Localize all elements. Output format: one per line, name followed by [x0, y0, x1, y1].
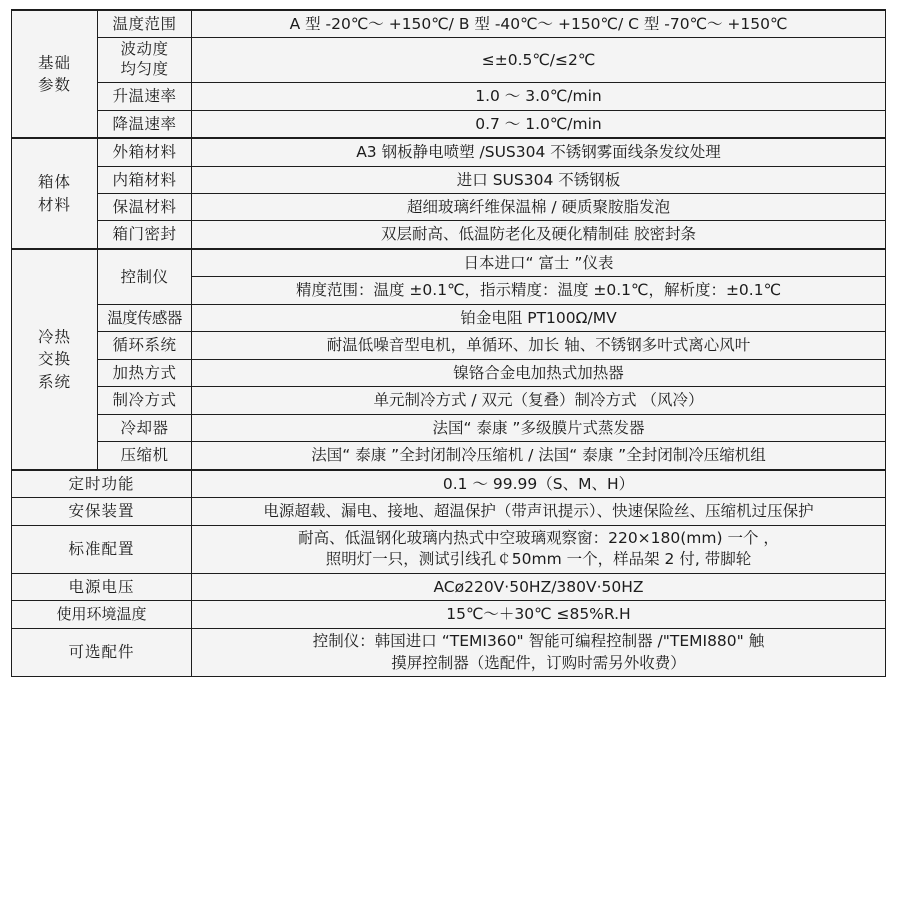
row-value: 0.1 ～ 99.99（S、M、H）: [192, 470, 886, 498]
row-value: 双层耐高、低温防老化及硬化精制硅 胶密封条: [192, 221, 886, 249]
group-label-line: 冷热: [37, 327, 71, 346]
table-row: [12, 525, 886, 573]
row-label-power-supply-voltage: 电源电压: [12, 574, 192, 601]
row-label-standard-configuration: 标准配置: [12, 525, 192, 573]
table-row: [12, 304, 886, 331]
group-label-line: 基础: [37, 53, 71, 72]
row-item-label: 内箱材料: [98, 166, 192, 193]
row-label-optional-accessories: 可选配件: [12, 628, 192, 676]
table-row: [12, 249, 886, 277]
row-item-label: 制冷方式: [98, 387, 192, 414]
row-label-timer-function: 定时功能: [12, 470, 192, 498]
group-label-line: 交换: [37, 350, 71, 369]
row-value: 法国“ 泰康 ”多级膜片式蒸发器: [192, 414, 886, 441]
row-value: ≤±0.5℃/≤2℃: [192, 38, 886, 83]
row-value: A 型 -20℃～ +150℃/ B 型 -40℃～ +150℃/ C 型 -70℃～ +150℃: [192, 10, 886, 38]
row-value: 进口 SUS304 不锈钢板: [192, 166, 886, 193]
row-item-label: 升温速率: [98, 83, 192, 110]
group-label-line: 参数: [37, 76, 71, 95]
table-row: [12, 359, 886, 386]
table-row: [12, 38, 886, 83]
row-item-label: 温度传感器: [98, 304, 192, 331]
text-line: 照明灯一只，测试引线孔￠50mm 一个，样品架 2 付, 带脚轮: [325, 550, 752, 569]
row-value: 1.0 ～ 3.0℃/min: [192, 83, 886, 110]
text-line: 均匀度: [120, 60, 169, 79]
table-row: [12, 221, 886, 249]
row-label-safety-devices: 安保装置: [12, 498, 192, 525]
row-item-label: 加热方式: [98, 359, 192, 386]
specification-table: [11, 9, 886, 677]
table-row: [12, 574, 886, 601]
row-value: 法国“ 泰康 ”全封闭制冷压缩机 / 法国“ 泰康 ”全封闭制冷压缩机组: [192, 442, 886, 470]
table-row: [12, 628, 886, 676]
row-value: 日本进口“ 富士 ”仪表: [192, 249, 886, 277]
text-line: 耐高、低温钢化玻璃内热式中空玻璃观察窗：220×180(mm) 一个 ，: [298, 528, 779, 547]
row-value: 15℃～＋30℃ ≤85%R.H: [192, 601, 886, 628]
specification-sheet: [11, 9, 885, 677]
table-row: [12, 498, 886, 525]
section-group-label-basic-parameters: [12, 10, 98, 138]
group-label-line: 系统: [37, 372, 71, 391]
group-label-line: 材料: [37, 195, 71, 214]
row-item-label: 保温材料: [98, 194, 192, 221]
row-item-label: 循环系统: [98, 332, 192, 359]
row-value: 0.7 ～ 1.0℃/min: [192, 110, 886, 138]
table-row: [12, 10, 886, 38]
text-line: 波动度: [120, 40, 169, 59]
row-value: 铂金电阻 PT100Ω/MV: [192, 304, 886, 331]
table-row: [12, 442, 886, 470]
table-row: [12, 110, 886, 138]
row-item-label: 箱门密封: [98, 221, 192, 249]
row-value: [192, 525, 886, 573]
row-item-label: 冷却器: [98, 414, 192, 441]
table-row: [12, 470, 886, 498]
section-group-label-heat-cold-exchange-system: [12, 249, 98, 470]
row-item-label: 外箱材料: [98, 138, 192, 166]
row-value: [192, 628, 886, 676]
row-value: A3 钢板静电喷塑 /SUS304 不锈钢雾面线条发纹处理: [192, 138, 886, 166]
row-value: 单元制冷方式 / 双元（复叠）制冷方式 （风冷）: [192, 387, 886, 414]
row-item-label: 控制仪: [98, 249, 192, 304]
section-group-label-cabinet-materials: [12, 138, 98, 249]
table-row: [12, 138, 886, 166]
row-label-operating-ambient-temperature: 使用环境温度: [12, 601, 192, 628]
row-value: 镍铬合金电加热式加热器: [192, 359, 886, 386]
table-row: [12, 601, 886, 628]
row-value: 电源超载、漏电、接地、超温保护（带声讯提示）、快速保险丝、压缩机过压保护: [192, 498, 886, 525]
table-row: [12, 387, 886, 414]
row-value: 耐温低噪音型电机，单循环、加长 轴、不锈钢多叶式离心风叶: [192, 332, 886, 359]
table-row: [12, 332, 886, 359]
row-item-label: [98, 38, 192, 83]
text-line: 摸屏控制器（选配件，订购时需另外收费）: [391, 653, 686, 672]
row-item-label: 降温速率: [98, 110, 192, 138]
row-value: ACø220V·50HZ/380V·50HZ: [192, 574, 886, 601]
row-value: 精度范围：温度 ±0.1℃，指示精度：温度 ±0.1℃，解析度：±0.1℃: [192, 277, 886, 304]
table-body: [12, 10, 886, 677]
table-row: [12, 166, 886, 193]
row-item-label: 压缩机: [98, 442, 192, 470]
group-label-line: 箱体: [37, 173, 71, 192]
text-line: 控制仪：韩国进口 “TEMI360" 智能可编程控制器 /"TEMI880" 触: [312, 631, 765, 650]
row-value: 超细玻璃纤维保温棉 / 硬质聚胺脂发泡: [192, 194, 886, 221]
table-row: [12, 414, 886, 441]
table-row: [12, 194, 886, 221]
row-item-label: 温度范围: [98, 10, 192, 38]
table-row: [12, 83, 886, 110]
